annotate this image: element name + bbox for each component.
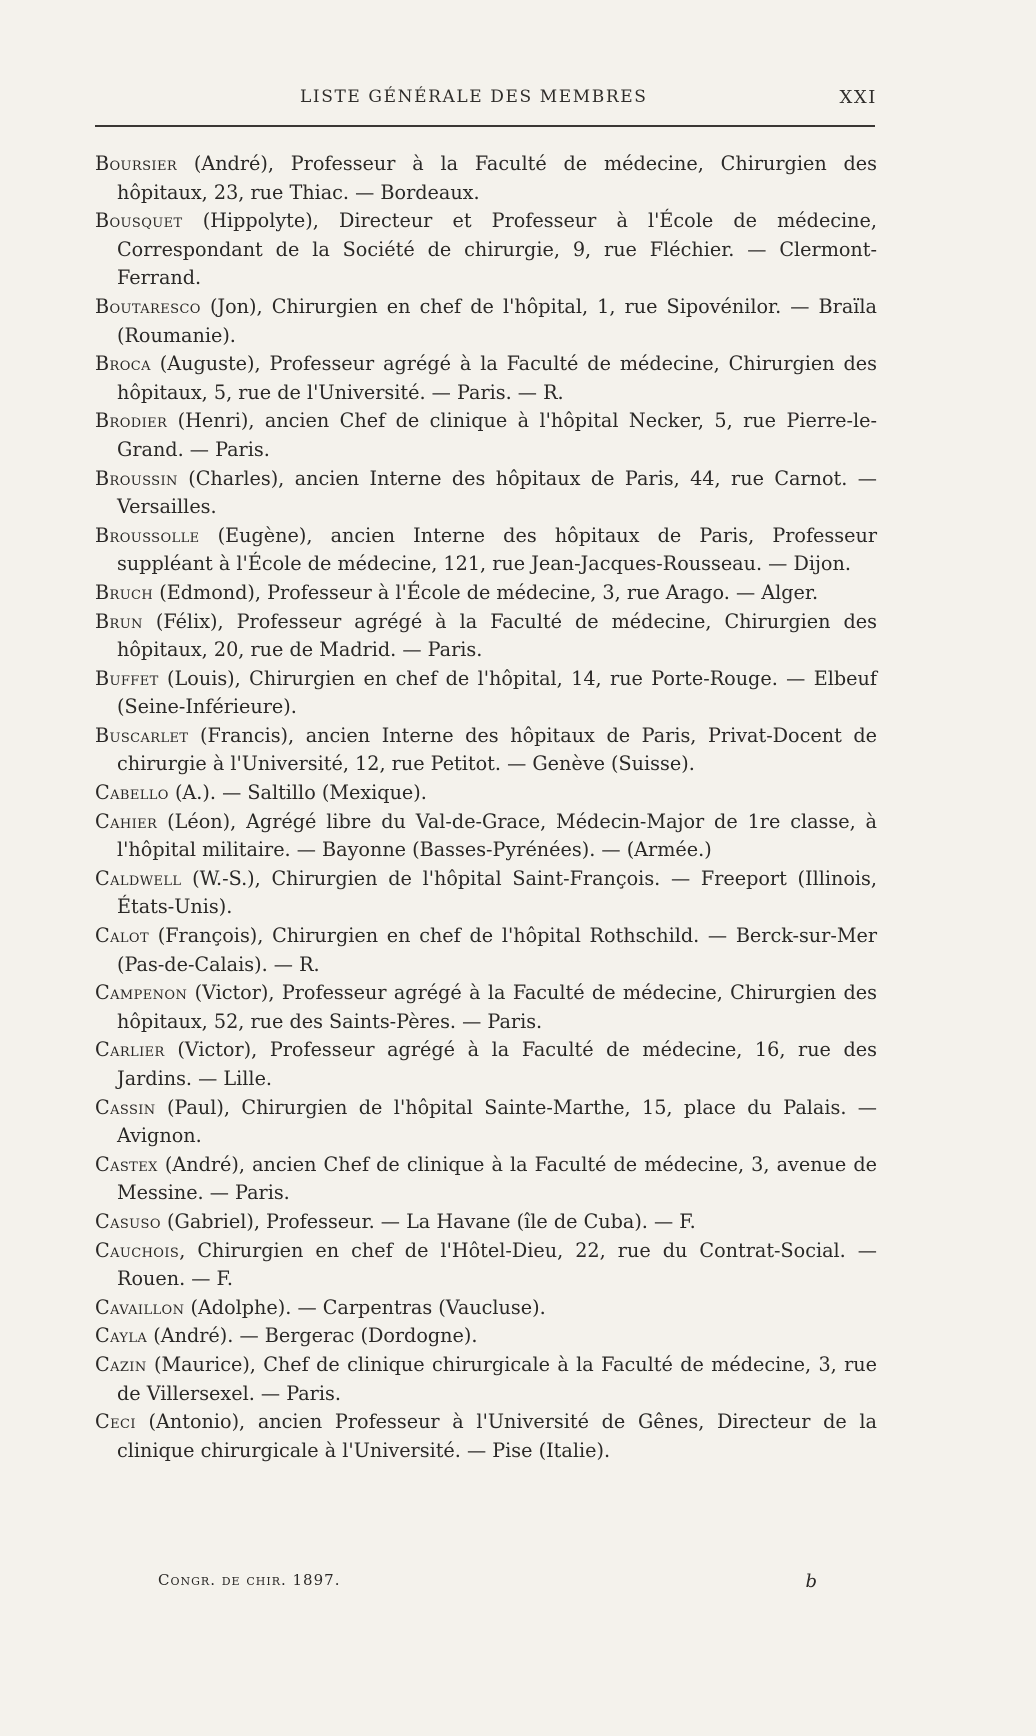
member-entry (95, 1036, 877, 1093)
member-entry (95, 608, 877, 665)
member-name: Cayla (95, 1324, 148, 1348)
member-name: Cauchois (95, 1238, 180, 1262)
member-name: Cabello (95, 781, 169, 805)
member-details: (Edmond), Professeur à l'École de médecine, 3, rue Arago. — Alger. (153, 580, 819, 604)
member-details: (Hippolyte), Directeur et Professeur à l'École de médecine, Correspondant de la Société de chirurgie, 9, rue Fléchier. — Clermont-Ferrand. (117, 209, 877, 290)
member-name: Cassin (95, 1095, 156, 1119)
member-details: , Chirurgien en chef de l'Hôtel-Dieu, 22, rue du Contrat-Social. — Rouen. — F. (117, 1238, 877, 1291)
member-entry (95, 922, 877, 979)
member-entry (95, 808, 877, 865)
member-details: (Maurice), Chef de clinique chirurgicale à la Faculté de médecine, 3, rue de Villersexel. — Paris. (117, 1352, 877, 1405)
member-entry (95, 522, 877, 579)
member-name: Brun (95, 609, 143, 633)
page-title: LISTE GÉNÉRALE DES MEMBRES (300, 87, 648, 107)
member-entry (95, 1237, 877, 1294)
member-details: (André). — Bergerac (Dordogne). (147, 1324, 478, 1348)
member-details: (André), Professeur à la Faculté de médecine, Chirurgien des hôpitaux, 23, rue Thiac. — Bordeaux. (117, 152, 877, 204)
member-entry (95, 1151, 877, 1208)
member-name: Cazin (95, 1352, 147, 1376)
member-entry (95, 1294, 877, 1323)
member-name: Cahier (95, 809, 158, 833)
member-name: Casuso (95, 1209, 161, 1233)
member-details: (Jon), Chirurgien en chef de l'hôpital, 1, rue Sipovénilor. — Braïla (Roumanie). (117, 294, 877, 347)
member-name: Cavaillon (95, 1295, 185, 1319)
member-entry (95, 207, 877, 293)
member-details: (Antonio), ancien Professeur à l'Université de Gênes, Directeur de la clinique chirurgicale à l'Université. — Pise (Italie). (117, 1410, 877, 1462)
member-name: Boursier (95, 152, 178, 175)
signature-mark: Congr. de chir. 1897. (158, 1571, 341, 1589)
member-name: Boutaresco (95, 294, 201, 318)
member-details: (Charles), ancien Interne des hôpitaux de Paris, 44, rue Carnot. — Versailles. (117, 466, 877, 519)
member-entry (95, 1408, 877, 1465)
member-name: Broussin (95, 466, 178, 490)
member-entry (95, 293, 877, 350)
member-details: (W.-S.), Chirurgien de l'hôpital Saint-François. — Freeport (Illinois, États-Unis). (117, 866, 877, 919)
member-entry (95, 150, 877, 207)
member-entry (95, 865, 877, 922)
member-name: Bruch (95, 580, 154, 604)
member-name: Carlier (95, 1038, 165, 1062)
member-name: Ceci (95, 1410, 136, 1434)
member-entry (95, 665, 877, 722)
member-name: Buscarlet (95, 723, 189, 747)
member-entry (95, 1351, 877, 1408)
member-details: (Francis), ancien Interne des hôpitaux de Paris, Privat-Docent de chirurgie à l'Université, 12, rue Petitot. — Genève (Suisse). (117, 723, 877, 776)
member-details: (Auguste), Professeur agrégé à la Faculté de médecine, Chirurgien des hôpitaux, 5, rue de l'Université. — Paris. — R. (117, 352, 877, 404)
member-entry (95, 1094, 877, 1151)
sheet-letter: b (805, 1571, 818, 1592)
member-details: (Victor), Professeur agrégé à la Faculté de médecine, Chirurgien des hôpitaux, 52, rue des Saints-Pères. — Paris. (117, 981, 877, 1033)
member-entry (95, 465, 877, 522)
member-entry (95, 407, 877, 464)
member-details: (Louis), Chirurgien en chef de l'hôpital, 14, rue Porte-Rouge. — Elbeuf (Seine-Inférieure). (117, 666, 877, 719)
member-details: (Victor), Professeur agrégé à la Faculté de médecine, 16, rue des Jardins. — Lille. (117, 1038, 877, 1090)
member-list (95, 150, 877, 1465)
member-name: Broca (95, 352, 151, 376)
member-entry (95, 722, 877, 779)
member-details: (Eugène), ancien Interne des hôpitaux de Paris, Professeur suppléant à l'École de médecine, 121, rue Jean-Jacques-Rousseau. — Dijon. (117, 523, 877, 576)
member-entry (95, 1208, 877, 1237)
member-name: Campenon (95, 981, 188, 1005)
member-name: Caldwell (95, 866, 182, 890)
member-details: (Félix), Professeur agrégé à la Faculté de médecine, Chirurgien des hôpitaux, 20, rue de Madrid. — Paris. (117, 609, 877, 662)
member-entry (95, 779, 877, 808)
page-number: XXI (839, 87, 877, 108)
header-rule (95, 125, 875, 127)
member-name: Brodier (95, 409, 168, 433)
member-details: (Adolphe). — Carpentras (Vaucluse). (184, 1295, 546, 1319)
member-details: (François), Chirurgien en chef de l'hôpital Rothschild. — Berck-sur-Mer (Pas-de-Calais). — R. (117, 924, 877, 976)
member-details: (Paul), Chirurgien de l'hôpital Sainte-Marthe, 15, place du Palais. — Avignon. (117, 1095, 877, 1148)
member-name: Castex (95, 1152, 158, 1176)
member-entry (95, 1322, 877, 1351)
member-details: (André), ancien Chef de clinique à la Faculté de médecine, 3, avenue de Messine. — Paris. (117, 1152, 877, 1205)
member-entry (95, 579, 877, 608)
member-details: (Léon), Agrégé libre du Val-de-Grace, Médecin-Major de 1re classe, à l'hôpital militaire. — Bayonne (Basses-Pyrénées). — (Armée.) (117, 809, 877, 862)
member-details: (A.). — Saltillo (Mexique). (168, 781, 427, 805)
member-entry (95, 979, 877, 1036)
member-details: (Henri), ancien Chef de clinique à l'hôpital Necker, 5, rue Pierre-le-Grand. — Paris. (117, 409, 877, 461)
member-name: Buffet (95, 666, 159, 690)
member-details: (Gabriel), Professeur. — La Havane (île de Cuba). — F. (160, 1209, 696, 1233)
member-name: Broussolle (95, 523, 200, 547)
member-name: Calot (95, 924, 150, 948)
member-entry (95, 350, 877, 407)
member-name: Bousquet (95, 209, 183, 233)
